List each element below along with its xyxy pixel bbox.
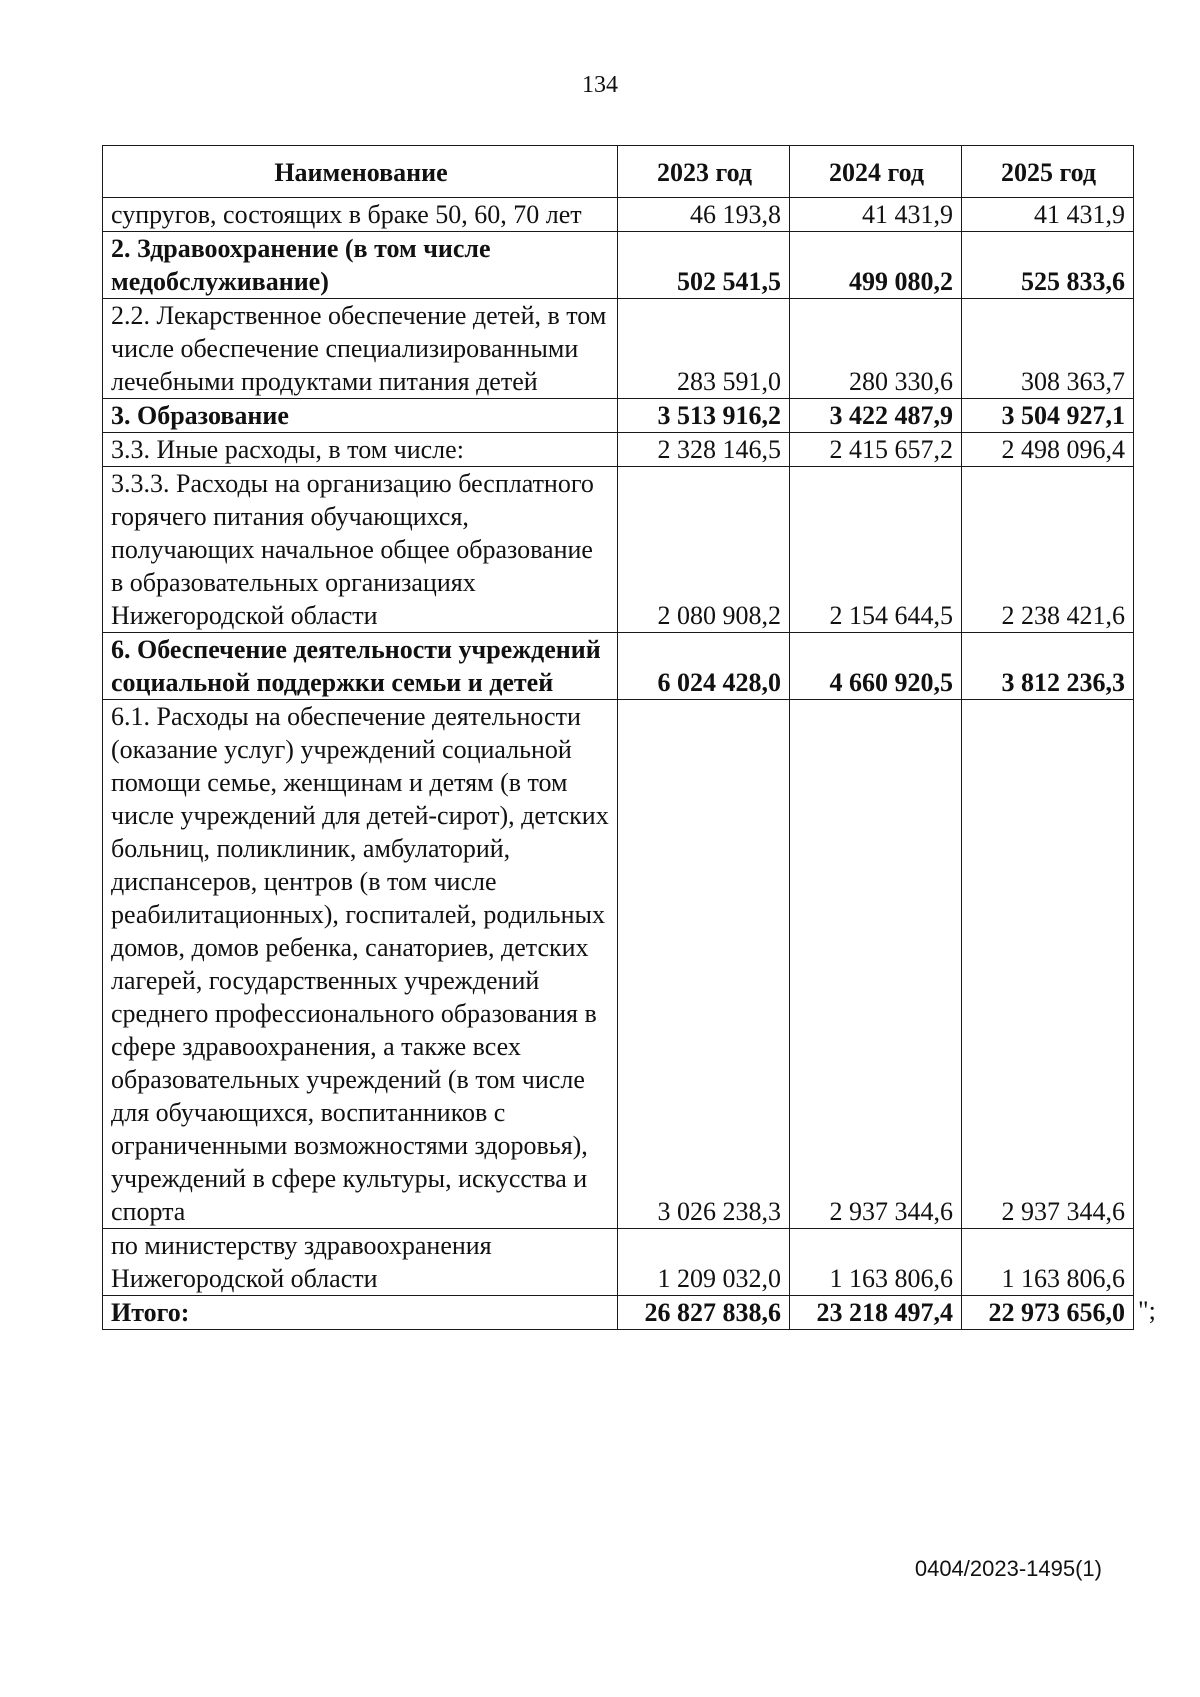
- row-name: 2.2. Лекарственное обеспечение детей, в том числе обеспечение специализированными лечебными продуктами питания детей: [103, 299, 618, 399]
- row-value-2025: 308 363,7: [962, 299, 1134, 399]
- row-value-2023: 6 024 428,0: [618, 633, 790, 700]
- row-value-2025: 3 504 927,1: [962, 399, 1134, 433]
- table-header-row: [103, 146, 1134, 198]
- row-value-2024: 280 330,6: [790, 299, 962, 399]
- row-value-2023: 2 080 908,2: [618, 467, 790, 633]
- table-row: [103, 467, 1134, 633]
- table-row: [103, 633, 1134, 700]
- total-value-2025: 22 973 656,0: [962, 1296, 1134, 1330]
- document-id: 0404/2023-1495(1): [914, 1556, 1102, 1581]
- row-value-2024: 2 415 657,2: [790, 433, 962, 467]
- row-name: супругов, состоящих в браке 50, 60, 70 лет: [103, 198, 618, 232]
- row-value-2025: 3 812 236,3: [962, 633, 1134, 700]
- budget-table: [102, 145, 1134, 1330]
- table-row: [103, 1229, 1134, 1296]
- row-value-2024: 2 937 344,6: [790, 700, 962, 1229]
- row-value-2025: 1 163 806,6: [962, 1229, 1134, 1296]
- row-value-2023: 1 209 032,0: [618, 1229, 790, 1296]
- row-name: 3.3.3. Расходы на организацию бесплатного горячего питания обучающихся, получающих начальное общее образование в образовательных организациях Нижегородской области: [103, 467, 618, 633]
- row-value-2024: 41 431,9: [790, 198, 962, 232]
- row-name: 6.1. Расходы на обеспечение деятельности (оказание услуг) учреждений социальной помощи семье, женщинам и детям (в том числе учреждений для детей-сирот), детских больниц, поликлиник, амбулаторий, диспансеров, центров (в том числе реабилитационных), госпиталей, родильных домов, домов ребенка, санаториев, детских лагерей, государственных учреждений среднего профессионального образования в сфере здравоохранения, а также всех образовательных учреждений (в том числе для обучающихся, воспитанников с ограниченными возможностями здоровья), учреждений в сфере культуры, искусства и спорта: [103, 700, 618, 1229]
- table-row: [103, 433, 1134, 467]
- row-value-2023: 3 026 238,3: [618, 700, 790, 1229]
- page-number: 134: [582, 72, 618, 98]
- row-value-2024: 1 163 806,6: [790, 1229, 962, 1296]
- table-row: [103, 700, 1134, 1229]
- table-row: [103, 299, 1134, 399]
- total-value-2023: 26 827 838,6: [618, 1296, 790, 1330]
- row-value-2023: 502 541,5: [618, 232, 790, 299]
- row-value-2025: 2 937 344,6: [962, 700, 1134, 1229]
- row-value-2024: 2 154 644,5: [790, 467, 962, 633]
- row-value-2024: 499 080,2: [790, 232, 962, 299]
- header-name: Наименование: [103, 146, 618, 198]
- row-value-2023: 46 193,8: [618, 198, 790, 232]
- header-2024: 2024 год: [790, 146, 962, 198]
- row-value-2025: 525 833,6: [962, 232, 1134, 299]
- row-value-2025: 2 238 421,6: [962, 467, 1134, 633]
- total-label: Итого:: [103, 1296, 618, 1330]
- header-2025: 2025 год: [962, 146, 1134, 198]
- closing-quote-mark: ";: [1138, 1295, 1156, 1325]
- row-name: 3.3. Иные расходы, в том числе:: [103, 433, 618, 467]
- row-name: 3. Образование: [103, 399, 618, 433]
- total-value-2024: 23 218 497,4: [790, 1296, 962, 1330]
- table-row: [103, 232, 1134, 299]
- row-value-2025: 2 498 096,4: [962, 433, 1134, 467]
- row-value-2023: 283 591,0: [618, 299, 790, 399]
- row-name: по министерству здравоохранения Нижегородской области: [103, 1229, 618, 1296]
- row-value-2023: 2 328 146,5: [618, 433, 790, 467]
- table-row: [103, 399, 1134, 433]
- row-value-2024: 4 660 920,5: [790, 633, 962, 700]
- row-name: 2. Здравоохранение (в том числе медобслуживание): [103, 232, 618, 299]
- table-total-row: [103, 1296, 1134, 1330]
- table-row: [103, 198, 1134, 232]
- row-value-2023: 3 513 916,2: [618, 399, 790, 433]
- header-2023: 2023 год: [618, 146, 790, 198]
- row-value-2025: 41 431,9: [962, 198, 1134, 232]
- row-name: 6. Обеспечение деятельности учреждений социальной поддержки семьи и детей: [103, 633, 618, 700]
- row-value-2024: 3 422 487,9: [790, 399, 962, 433]
